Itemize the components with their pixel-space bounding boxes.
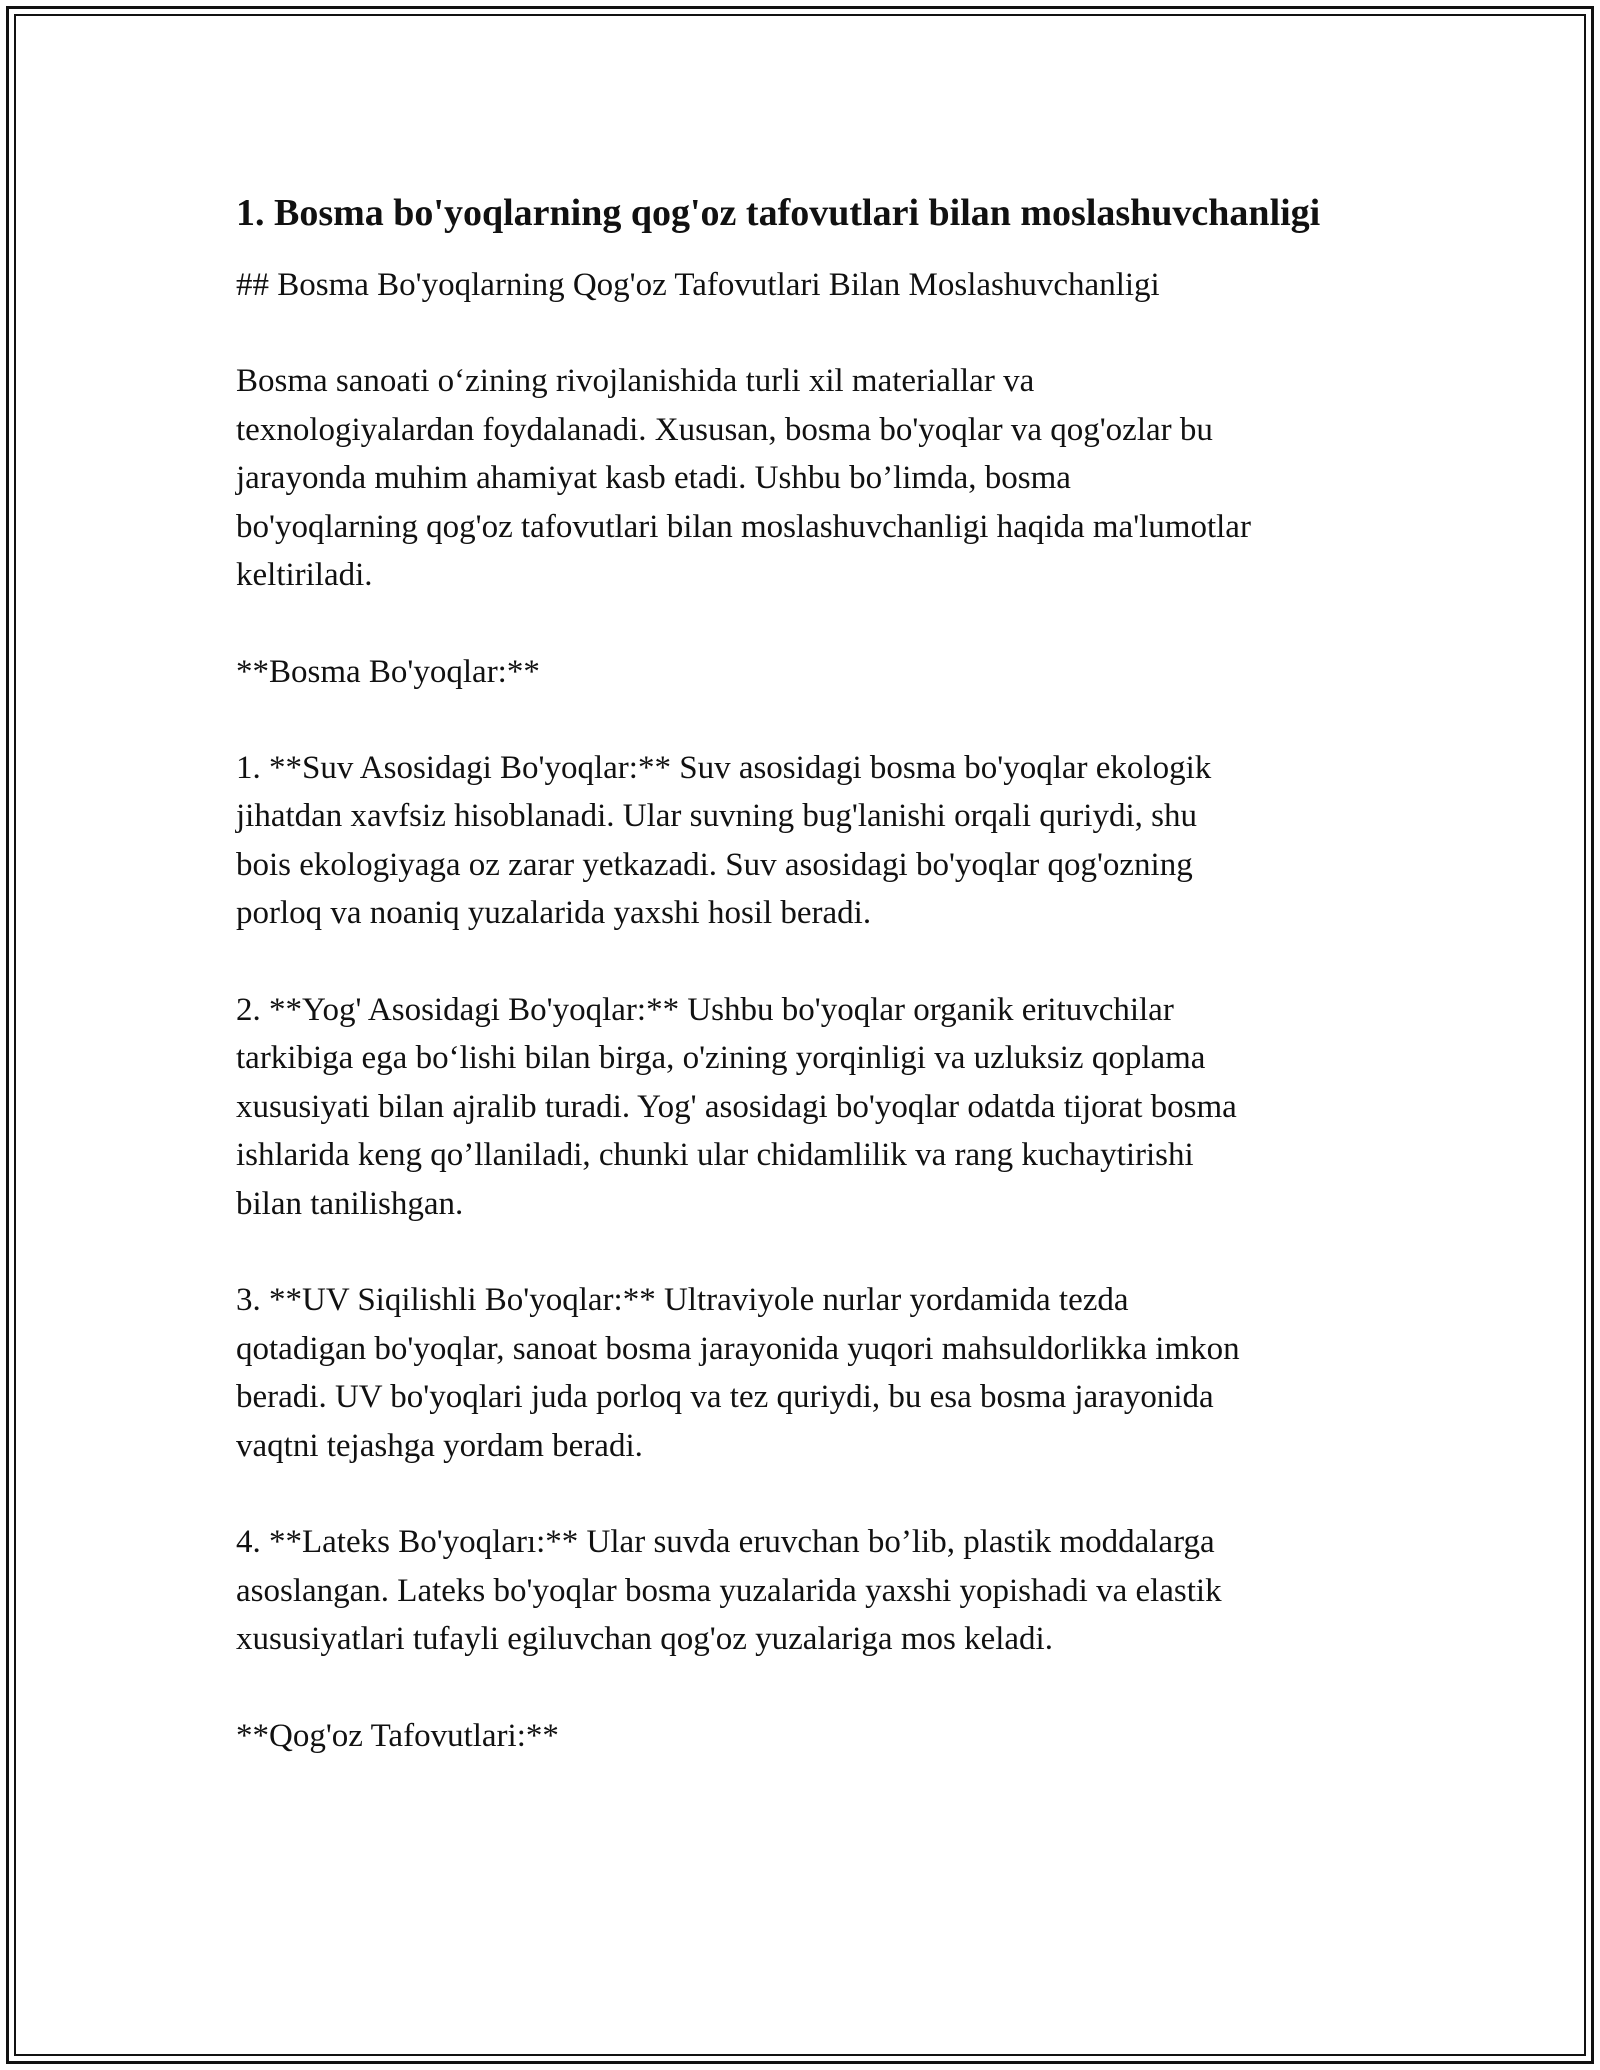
list-item-oil-based-inks: 2. **Yog' Asosidagi Bo'yoqlar:** Ushbu bo'yoqlar organik erituvchilar tarkibiga ega bo‘lishi bilan birga, o'zining yorqinligi va uzluksiz qoplama xususiyati bilan ajralib turadi. Yog' asosidagi bo'yoqlar odatda tijorat bosma ishlarida keng qo’llaniladi, chunki ular chidamlilik va rang kuchaytirishi bilan tanilishgan.: [236, 991, 1237, 1222]
intro-paragraph: Bosma sanoati o‘zining rivojlanishida turli xil materiallar va texnologiyalardan foydalanadi. Xususan, bosma bo'yoqlar va qog'ozlar bu jarayonda muhim ahamiyat kasb etadi. Ushbu bo’limda, bosma bo'yoqlarning qog'oz tafovutlari bilan moslashuvchanligi haqida ma'lumotlar keltiriladi.: [236, 363, 1251, 593]
list-item-water-based-inks: 1. **Suv Asosidagi Bo'yoqlar:** Suv asosidagi bosma bo'yoqlar ekologik jihatdan xavfsiz hisoblanadi. Ular suvning bug'lanishi orqali quriydi, shu bois ekologiyaga oz zarar yetkazadi. Suv asosidagi bo'yoqlar qog'ozning porloq va noaniq yuzalarida yaxshi hosil beradi.: [236, 749, 1212, 931]
document-title: 1. Bosma bo'yoqlarning qog'oz tafovutlari bilan moslashuvchanligi: [236, 192, 1321, 234]
list-item-latex-inks: 4. **Lateks Bo'yoqları:** Ular suvda eruvchan bo’lib, plastik moddalarga asoslangan. Lateks bo'yoqlar bosma yuzalarida yaxshi yopishadi va elastik xususiyatlari tufayli egiluvchan qog'oz yuzalariga mos keladi.: [236, 1524, 1222, 1657]
inks-section-label: **Bosma Bo'yoqlar:**: [236, 653, 540, 690]
document-body: [236, 186, 1376, 1808]
paper-section-label: **Qog'oz Tafovutlari:**: [236, 1717, 559, 1754]
list-item-uv-curable-inks: 3. **UV Siqilishli Bo'yoqlar:** Ultraviyole nurlar yordamida tezda qotadigan bo'yoqlar, sanoat bosma jarayonida yuqori mahsuldorlikka imkon beradi. UV bo'yoqlari juda porloq va tez quriydi, bu esa bosma jarayonida vaqtni tejashga yordam beradi.: [236, 1282, 1240, 1464]
markdown-subheading: ## Bosma Bo'yoqlarning Qog'oz Tafovutlari Bilan Moslashuvchanligi: [236, 267, 1160, 303]
